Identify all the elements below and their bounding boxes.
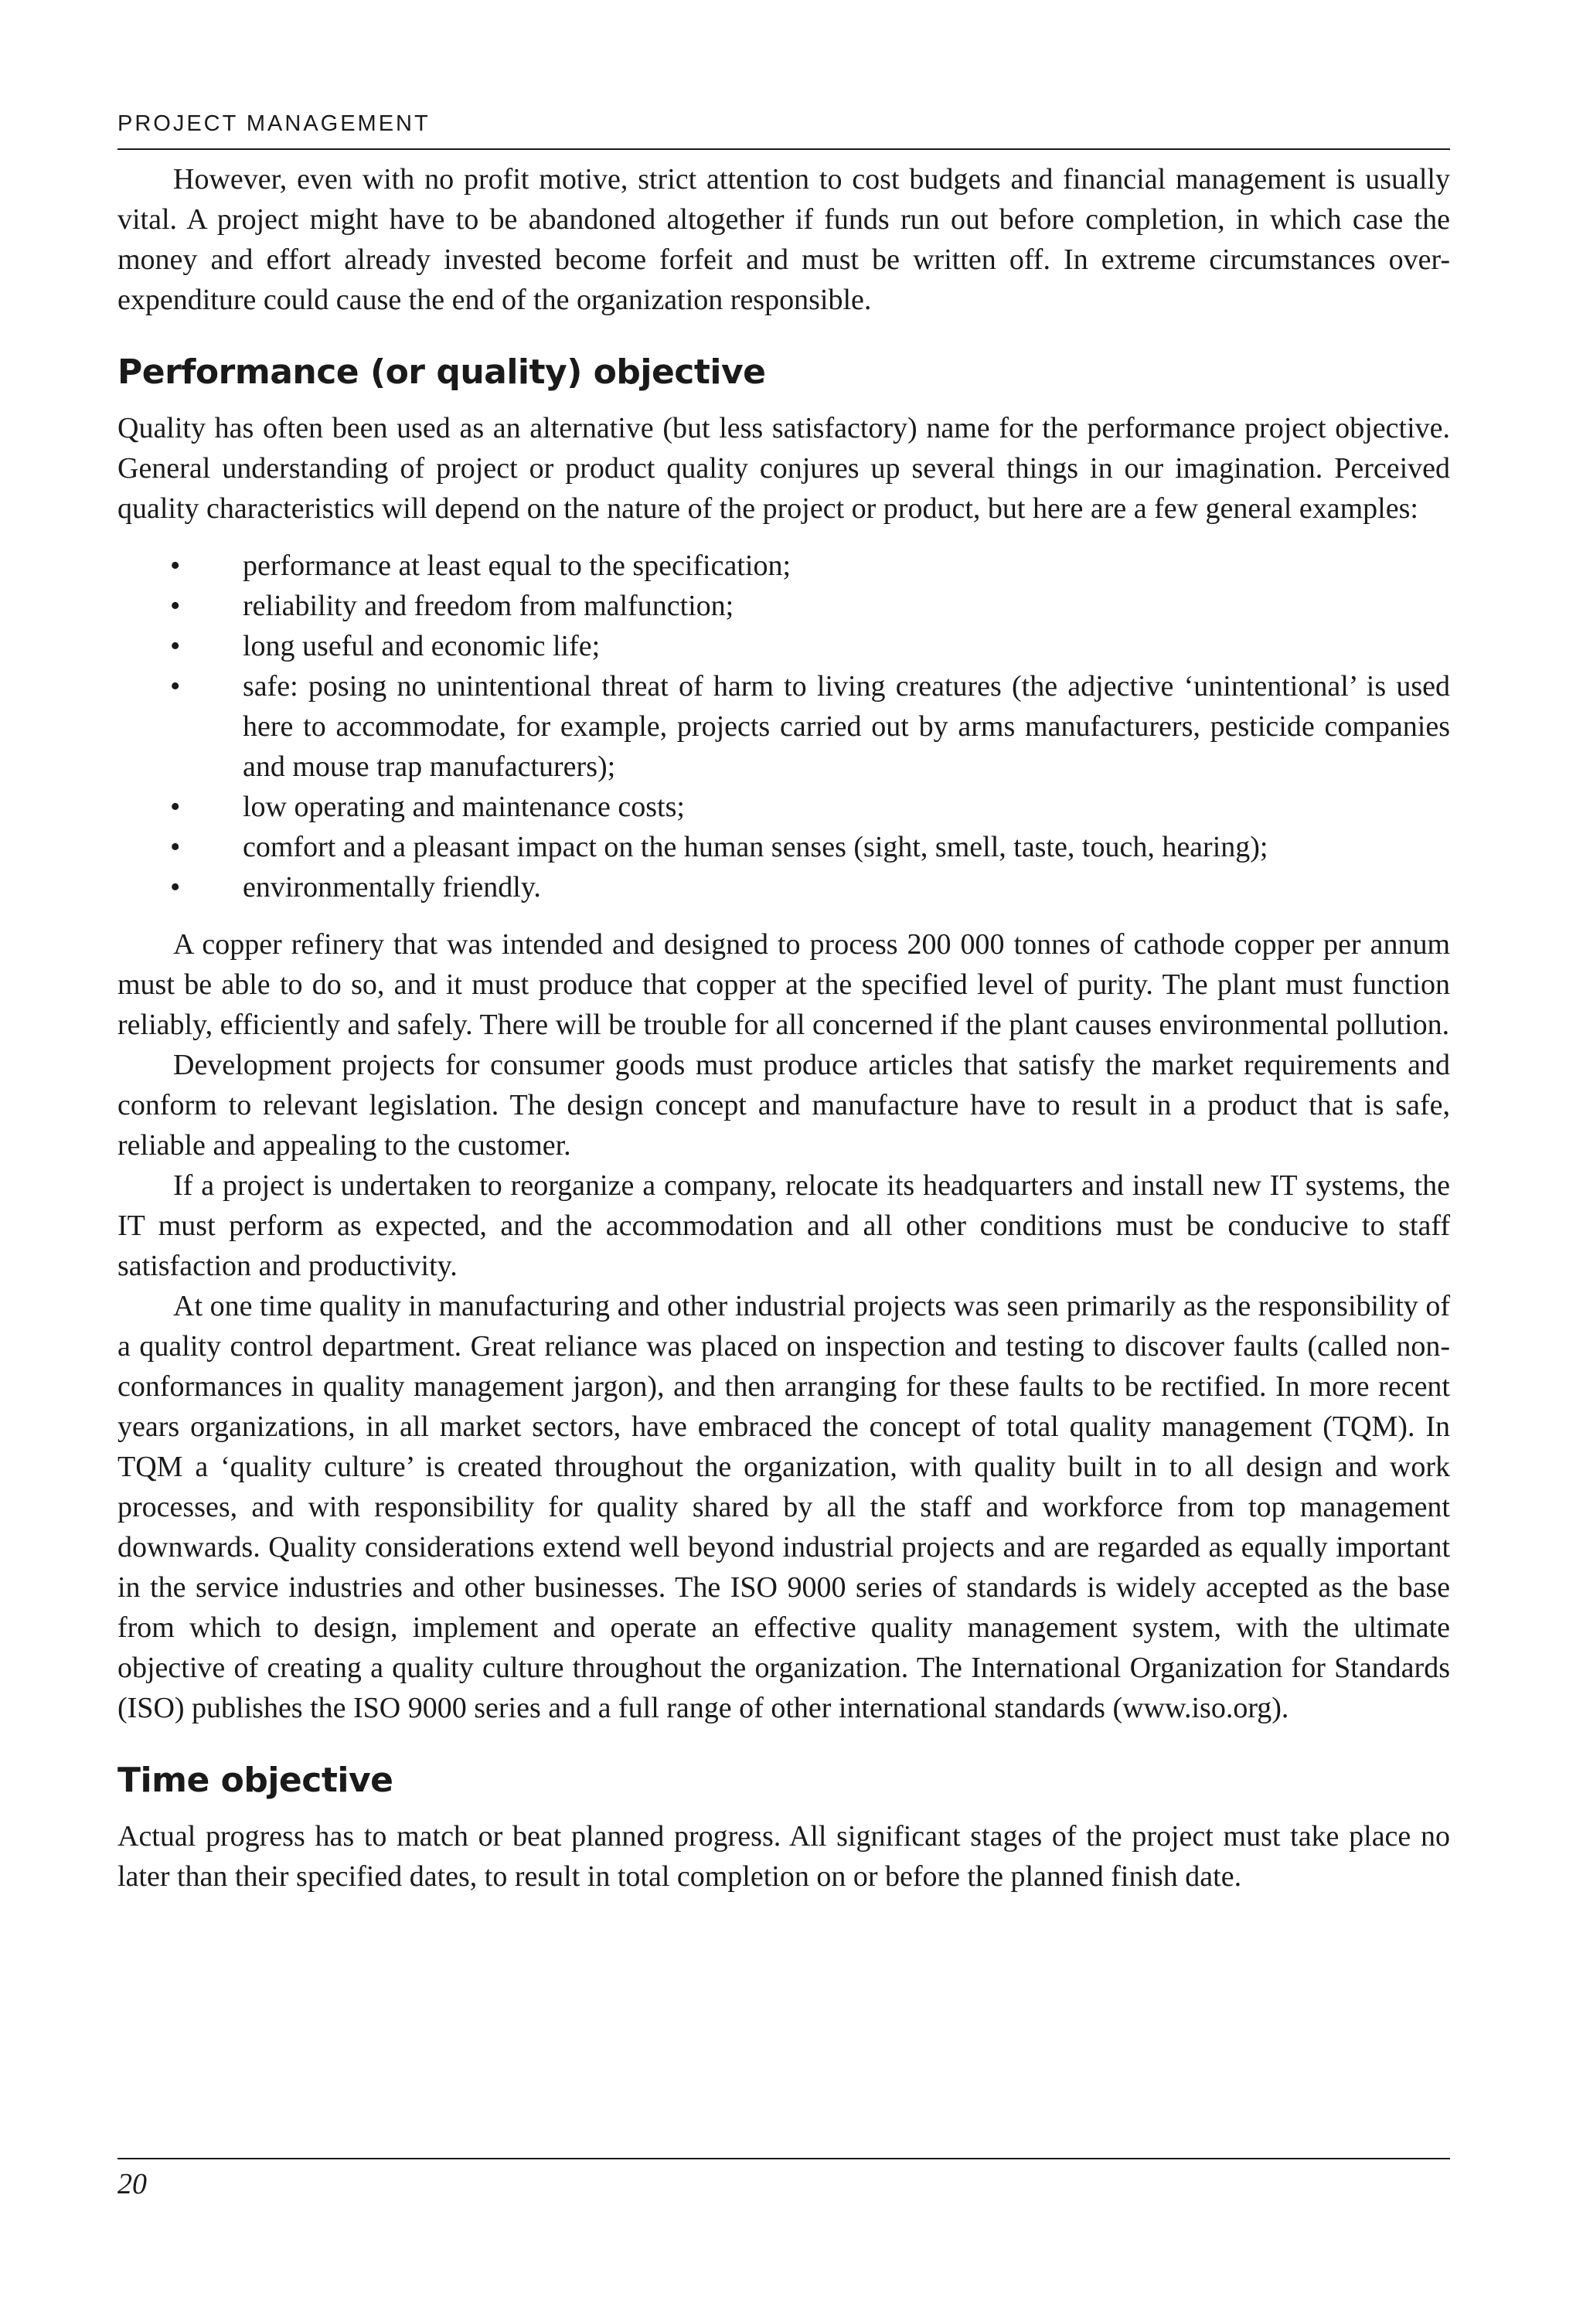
book-page: [117, 0, 1450, 2324]
list-item-text: performance at least equal to the specification;: [243, 550, 792, 582]
heading-performance-objective: Performance (or quality) objective: [117, 352, 766, 392]
quality-management-paragraph: At one time quality in manufacturing and other industrial projects was seen primarily as the responsibility of a quality control department. Great reliance was placed on inspection and testing to discover faults (called non-conformances in quality management jargon), and then arranging for these faults to be rectified. In more recent years organizations, in all market sectors, have embraced the concept of total quality management (TQM). In TQM a ‘quality culture’ is created throughout the organization, with quality built in to all design and work processes, and with responsibility for quality shared by all the staff and workforce from top management downwards. Quality considerations extend well beyond industrial projects and are regarded as equally important in the service industries and other businesses. The ISO 9000 series of standards is widely accepted as the base from which to design, implement and operate an effective quality management system, with the ultimate objective of creating a quality culture throughout the organization. The International Organization for Standards (ISO) publishes the ISO 9000 series and a full range of other international standards (www.iso.org).: [117, 1290, 1450, 1724]
list-item-text: long useful and economic life;: [243, 630, 601, 662]
consumer-goods-paragraph: Development projects for consumer goods must produce articles that satisfy the market requirements and conform to relevant legislation. The design concept and manufacture have to result in a product that is safe, reliable and appealing to the customer.: [117, 1049, 1450, 1162]
list-item-text: comfort and a pleasant impact on the human senses (sight, smell, taste, touch, hearing);: [243, 831, 1268, 863]
list-item: [117, 867, 1450, 907]
heading-time-objective: Time objective: [117, 1761, 393, 1800]
page-number: 20: [117, 2168, 147, 2200]
list-item-text: safe: posing no unintentional threat of harm to living creatures (the adjective ‘unintentional’ is used here to accommodate, for example, projects carried out by arms manufacturers, pesticide companies and mouse trap manufacturers);: [243, 670, 1450, 783]
performance-lead-paragraph: Quality has often been used as an alternative (but less satisfactory) name for the performance project objective. General understanding of project or product quality conjures up several things in our imagination. Perceived quality characteristics will depend on the nature of the project or product, but here are a few general examples:: [117, 412, 1450, 525]
list-item: [117, 626, 1450, 666]
bullet-marker: •: [170, 550, 181, 582]
bullet-marker: •: [170, 670, 181, 703]
list-item-text: environmentally friendly.: [243, 871, 541, 903]
list-item: [117, 827, 1450, 867]
reorganization-paragraph: If a project is undertaken to reorganize a company, relocate its headquarters and install new IT systems, the IT must perform as expected, and the accommodation and all other conditions must be conducive to staff satisfaction and productivity.: [117, 1169, 1450, 1282]
page-body: [117, 159, 1450, 1897]
running-head: PROJECT MANAGEMENT: [117, 111, 431, 136]
list-item-text: low operating and maintenance costs;: [243, 791, 685, 823]
copper-refinery-paragraph: A copper refinery that was intended and designed to process 200 000 tonnes of cathode copper per annum must be able to do so, and it must produce that copper at the specified level of purity. The plant must function reliably, efficiently and safely. There will be trouble for all concerned if the plant causes environmental pollution.: [117, 928, 1450, 1041]
footer-rule: [117, 2158, 1450, 2159]
bullet-marker: •: [170, 831, 181, 863]
bullet-marker: •: [170, 630, 181, 662]
list-item: [117, 546, 1450, 586]
list-item-text: reliability and freedom from malfunction;: [243, 590, 734, 622]
header-rule: [117, 148, 1450, 150]
list-item: [117, 787, 1450, 827]
list-item: [117, 586, 1450, 626]
quality-characteristics-list: [117, 546, 1450, 907]
list-item: [117, 666, 1450, 787]
time-objective-paragraph: Actual progress has to match or beat planned progress. All significant stages of the project must take place no later than their specified dates, to result in total completion on or before the planned finish date.: [117, 1820, 1450, 1893]
bullet-marker: •: [170, 791, 181, 823]
bullet-marker: •: [170, 871, 181, 903]
intro-paragraph: However, even with no profit motive, strict attention to cost budgets and financial management is usually vital. A project might have to be abandoned altogether if funds run out before completion, in which case the money and effort already invested become forfeit and must be written off. In extreme circumstances over-expenditure could cause the end of the organization responsible.: [117, 163, 1450, 316]
bullet-marker: •: [170, 590, 181, 622]
